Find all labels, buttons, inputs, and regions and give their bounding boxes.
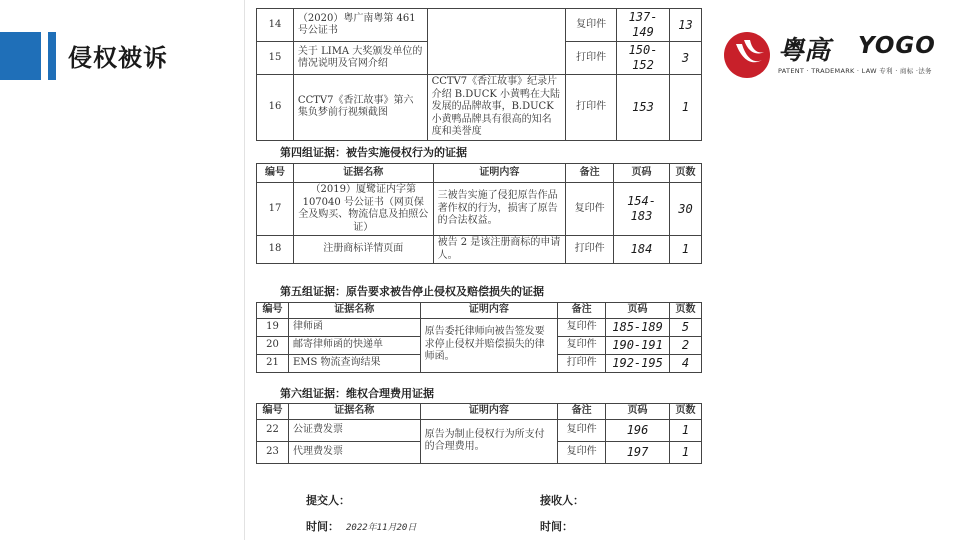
cell-count: 30 xyxy=(669,183,701,236)
cell-purpose: CCTV7《香江故事》纪录片介绍 B.DUCK 小黄鸭在大陆发展的品牌故事，B.DUCK 小黄鸭品牌具有很高的知名度和美誉度 xyxy=(427,75,566,141)
cell-type: 复印件 xyxy=(558,336,606,354)
evidence-table-group5 xyxy=(256,302,702,373)
cell-pages: 190-191 xyxy=(606,336,670,354)
title-accent-bar-small xyxy=(48,32,56,80)
column-header: 证据名称 xyxy=(288,404,420,420)
cell-type: 复印件 xyxy=(558,441,606,463)
cell-no: 20 xyxy=(257,336,289,354)
logo-english-text: YOGO xyxy=(858,33,936,59)
cell-name: CCTV7《香江故事》第六集负梦前行视频截图 xyxy=(293,75,427,141)
table-row xyxy=(257,419,702,441)
cell-pages: 137-149 xyxy=(617,9,670,42)
logo-chinese-text: 粤高 xyxy=(778,36,831,66)
column-header: 页码 xyxy=(614,164,670,183)
cell-pages: 185-189 xyxy=(606,318,670,336)
cell-type: 打印件 xyxy=(566,236,614,264)
column-header: 编号 xyxy=(257,404,289,420)
cell-count: 5 xyxy=(670,318,702,336)
section-heading-group6: 第六组证据：维权合理费用证据 xyxy=(280,387,434,400)
column-header: 备注 xyxy=(566,164,614,183)
page-title: 侵权被诉 xyxy=(68,44,168,72)
cell-purpose: 原告委托律师向被告签发要求停止侵权并赔偿损失的律师函。 xyxy=(420,318,558,372)
column-header: 页码 xyxy=(606,404,670,420)
cell-name: 关于 LIMA 大奖颁发单位的情况说明及官网介绍 xyxy=(293,42,427,75)
table-row xyxy=(257,9,702,42)
logo-mark-icon xyxy=(722,30,772,80)
column-header: 证明内容 xyxy=(433,164,566,183)
cell-count: 1 xyxy=(670,441,702,463)
cell-pages: 150-152 xyxy=(617,42,670,75)
cell-count: 1 xyxy=(670,419,702,441)
submission-date: 2022年11月20日 xyxy=(346,523,417,533)
cell-count: 2 xyxy=(670,336,702,354)
cell-count: 1 xyxy=(669,236,701,264)
cell-no: 18 xyxy=(257,236,294,264)
receiver-label: 接收人： xyxy=(540,494,584,507)
cell-name: 律师函 xyxy=(288,318,420,336)
column-header: 页数 xyxy=(670,303,702,319)
title-accent-bar xyxy=(0,32,41,80)
table-header-row xyxy=(257,404,702,420)
cell-no: 23 xyxy=(257,441,289,463)
cell-name: （2020）粤广南粤第 461 号公证书 xyxy=(293,9,427,42)
time-label: 时间： xyxy=(306,520,339,533)
section-heading-group5: 第五组证据：原告要求被告停止侵权及赔偿损失的证据 xyxy=(280,285,544,298)
table-row xyxy=(257,183,702,236)
cell-count: 3 xyxy=(669,42,701,75)
column-header: 页码 xyxy=(606,303,670,319)
cell-purpose xyxy=(427,9,566,75)
table-header-row xyxy=(257,164,702,183)
cell-name: 邮寄律师函的快递单 xyxy=(288,336,420,354)
cell-pages: 154-183 xyxy=(614,183,670,236)
cell-pages: 184 xyxy=(614,236,670,264)
cell-pages: 192-195 xyxy=(606,354,670,372)
cell-no: 17 xyxy=(257,183,294,236)
column-header: 证明内容 xyxy=(420,404,558,420)
column-header: 编号 xyxy=(257,164,294,183)
cell-pages: 197 xyxy=(606,441,670,463)
cell-type: 打印件 xyxy=(566,42,617,75)
column-header: 页数 xyxy=(670,404,702,420)
cell-no: 19 xyxy=(257,318,289,336)
cell-no: 21 xyxy=(257,354,289,372)
cell-pages: 153 xyxy=(617,75,670,141)
cell-name: 公证费发票 xyxy=(288,419,420,441)
cell-name: （2019）厦鹭证内字第 107040 号公证书（网页保全及购买、物流信息及拍照公证） xyxy=(293,183,433,236)
evidence-table-group6 xyxy=(256,403,702,464)
column-header: 证据名称 xyxy=(288,303,420,319)
cell-no: 16 xyxy=(257,75,294,141)
receiver-time-label: 时间： xyxy=(540,520,573,533)
cell-count: 13 xyxy=(669,9,701,42)
cell-type: 复印件 xyxy=(558,318,606,336)
column-header: 备注 xyxy=(558,303,606,319)
document-edge xyxy=(244,0,245,540)
cell-type: 复印件 xyxy=(558,419,606,441)
cell-pages: 196 xyxy=(606,419,670,441)
cell-name: 代理费发票 xyxy=(288,441,420,463)
cell-count: 4 xyxy=(670,354,702,372)
cell-type: 复印件 xyxy=(566,9,617,42)
section-heading-group4: 第四组证据：被告实施侵权行为的证据 xyxy=(280,146,467,159)
table-row xyxy=(257,318,702,336)
company-logo xyxy=(722,30,936,80)
evidence-table-top xyxy=(256,8,702,141)
cell-name: 注册商标详情页面 xyxy=(293,236,433,264)
cell-no: 14 xyxy=(257,9,294,42)
cell-purpose: 原告为制止侵权行为所支付的合理费用。 xyxy=(420,419,558,463)
cell-no: 22 xyxy=(257,419,289,441)
column-header: 证据名称 xyxy=(293,164,433,183)
table-row xyxy=(257,236,702,264)
column-header: 备注 xyxy=(558,404,606,420)
cell-count: 1 xyxy=(669,75,701,141)
evidence-table-group4 xyxy=(256,163,702,264)
table-row xyxy=(257,75,702,141)
column-header: 证明内容 xyxy=(420,303,558,319)
cell-type: 复印件 xyxy=(566,183,614,236)
submitter-label: 提交人： xyxy=(306,494,350,507)
column-header: 编号 xyxy=(257,303,289,319)
table-header-row xyxy=(257,303,702,319)
cell-purpose: 被告 2 是该注册商标的申请人。 xyxy=(433,236,566,264)
column-header: 页数 xyxy=(669,164,701,183)
logo-tagline: PATENT · TRADEMARK · LAW 专利 · 商标 ·法务 xyxy=(778,67,932,75)
cell-type: 打印件 xyxy=(558,354,606,372)
cell-no: 15 xyxy=(257,42,294,75)
cell-name: EMS 物流查询结果 xyxy=(288,354,420,372)
cell-type: 打印件 xyxy=(566,75,617,141)
cell-purpose: 三被告实施了侵犯原告作品著作权的行为，损害了原告的合法权益。 xyxy=(433,183,566,236)
